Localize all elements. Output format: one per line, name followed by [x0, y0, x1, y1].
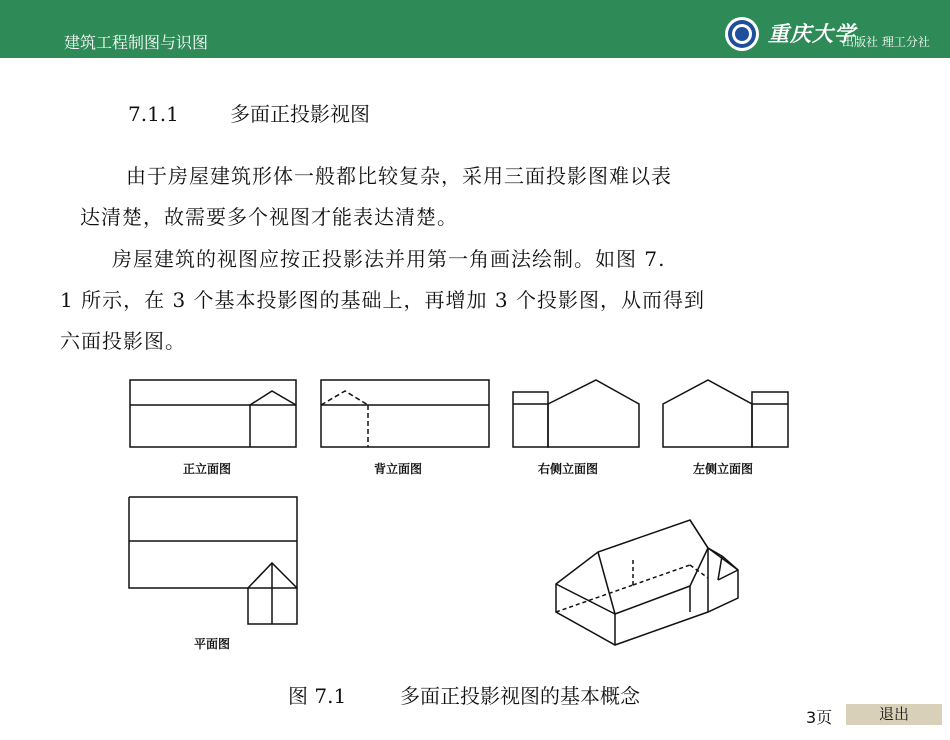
exit-button[interactable]: 退出 [846, 704, 942, 725]
figure-caption [288, 680, 640, 709]
university-name: 重庆大学 [768, 21, 856, 46]
paragraph-line: 六面投影图。 [60, 329, 186, 353]
section-number: 7.1.1 [128, 102, 179, 126]
paragraph-line: 达清楚，故需要多个视图才能表达清楚。 [80, 205, 458, 229]
label-right-elevation: 右侧立面图 [538, 462, 599, 476]
label-back-elevation: 背立面图 [374, 462, 423, 476]
isometric-view-drawing [556, 520, 738, 645]
right-elevation-drawing [513, 380, 639, 447]
back-elevation-drawing [321, 380, 489, 447]
paragraph-line: 房屋建筑的视图应按正投影法并用第一角画法绘制。如图 7. [112, 247, 666, 271]
label-plan: 平面图 [194, 637, 231, 651]
left-elevation-drawing [663, 380, 788, 447]
press-name: 出版社 理工分社 [842, 35, 930, 49]
section-title: 多面正投影视图 [230, 102, 370, 126]
plan-drawing [129, 497, 297, 624]
label-front-elevation: 正立面图 [183, 462, 232, 476]
paragraph-line: 由于房屋建筑形体一般都比较复杂，采用三面投影图难以表 [126, 164, 672, 188]
course-title: 建筑工程制图与识图 [64, 33, 209, 52]
page-number: 3页 [806, 708, 833, 727]
figure-caption-text: 多面正投影视图的基本概念 [400, 684, 640, 708]
figure-caption-number: 图 7.1 [288, 684, 347, 708]
paragraph-line: 1 所示，在 3 个基本投影图的基础上，再增加 3 个投影图，从而得到 [60, 288, 705, 312]
front-elevation-drawing [130, 380, 296, 447]
label-left-elevation: 左侧立面图 [693, 462, 754, 476]
